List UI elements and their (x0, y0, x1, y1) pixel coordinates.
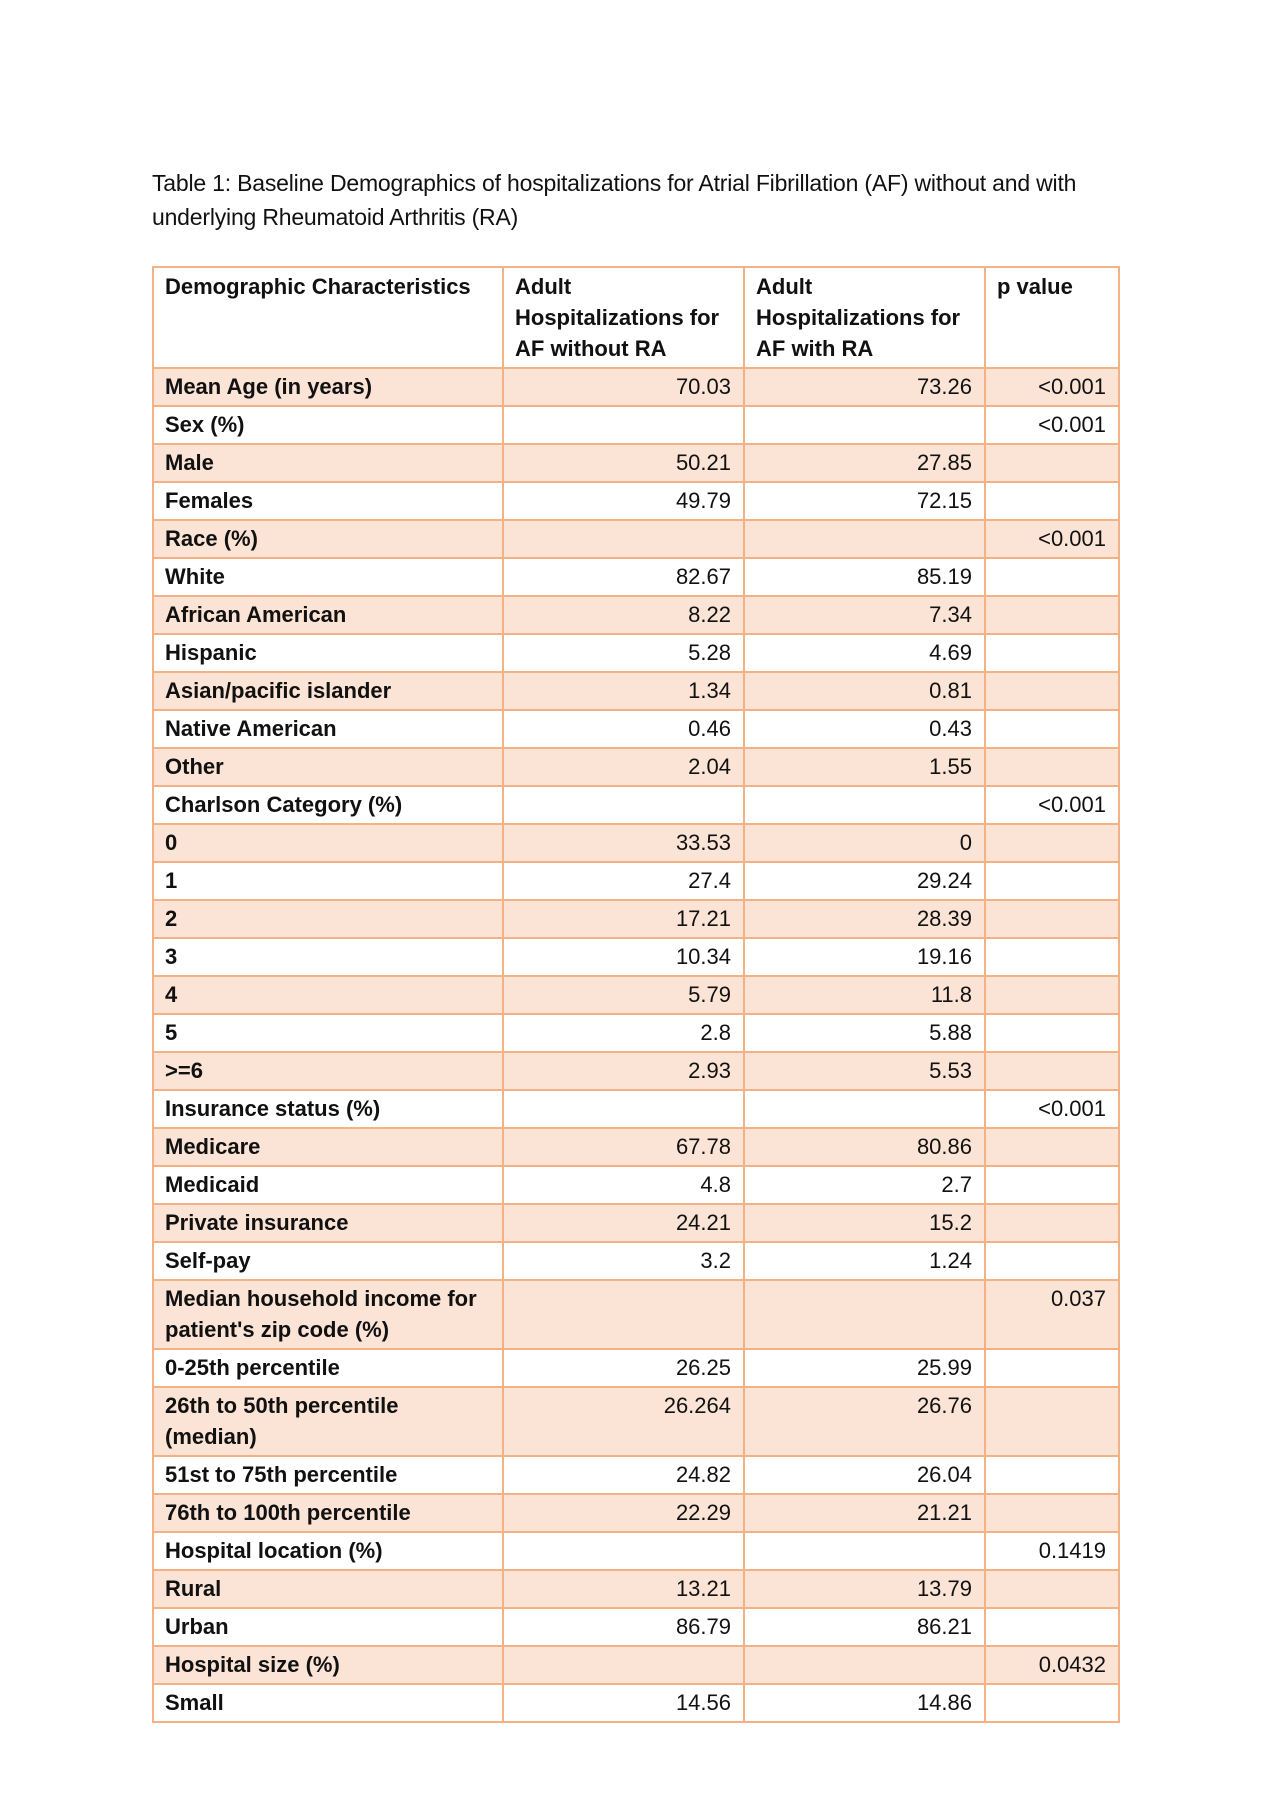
table-row (153, 368, 1119, 406)
value-with-ra (744, 520, 985, 558)
row-label: Medicaid (153, 1166, 503, 1204)
header-without-ra: Adult Hospitalizations for AF without RA (503, 267, 744, 368)
row-label: 0 (153, 824, 503, 862)
table-row (153, 672, 1119, 710)
value-without-ra (503, 406, 744, 444)
p-value (985, 1456, 1119, 1494)
value-without-ra: 0.46 (503, 710, 744, 748)
value-with-ra: 29.24 (744, 862, 985, 900)
value-without-ra: 24.82 (503, 1456, 744, 1494)
table-row (153, 596, 1119, 634)
value-without-ra (503, 1646, 744, 1684)
row-label: Race (%) (153, 520, 503, 558)
header-with-ra: Adult Hospitalizations for AF with RA (744, 267, 985, 368)
value-without-ra (503, 1532, 744, 1570)
row-label: 26th to 50th percentile (median) (153, 1387, 503, 1456)
table-row (153, 748, 1119, 786)
row-label: Charlson Category (%) (153, 786, 503, 824)
table-row (153, 862, 1119, 900)
table-row (153, 1090, 1119, 1128)
row-label: 1 (153, 862, 503, 900)
value-with-ra: 73.26 (744, 368, 985, 406)
value-without-ra: 26.264 (503, 1387, 744, 1456)
p-value: 0.037 (985, 1280, 1119, 1349)
value-without-ra: 1.34 (503, 672, 744, 710)
p-value (985, 1387, 1119, 1456)
row-label: Urban (153, 1608, 503, 1646)
row-label: Hospital location (%) (153, 1532, 503, 1570)
header-characteristics: Demographic Characteristics (153, 267, 503, 368)
demographics-table (152, 266, 1120, 1723)
row-label: White (153, 558, 503, 596)
row-label: 0-25th percentile (153, 1349, 503, 1387)
row-label: 5 (153, 1014, 503, 1052)
row-label: Sex (%) (153, 406, 503, 444)
table-row (153, 1387, 1119, 1456)
row-label: Self-pay (153, 1242, 503, 1280)
table-row (153, 824, 1119, 862)
p-value: 0.1419 (985, 1532, 1119, 1570)
row-label: Male (153, 444, 503, 482)
table-caption: Table 1: Baseline Demographics of hospitalizations for Atrial Fibrillation (AF) without and with underlying Rheumatoid Arthritis (RA) (152, 170, 1077, 230)
value-without-ra: 27.4 (503, 862, 744, 900)
value-with-ra: 5.53 (744, 1052, 985, 1090)
p-value (985, 862, 1119, 900)
row-label: >=6 (153, 1052, 503, 1090)
value-with-ra: 26.04 (744, 1456, 985, 1494)
table-row (153, 1014, 1119, 1052)
table-row (153, 406, 1119, 444)
value-without-ra: 70.03 (503, 368, 744, 406)
value-without-ra (503, 520, 744, 558)
value-without-ra: 82.67 (503, 558, 744, 596)
header-p-value: p value (985, 267, 1119, 368)
value-with-ra (744, 786, 985, 824)
value-with-ra: 11.8 (744, 976, 985, 1014)
value-with-ra: 0.43 (744, 710, 985, 748)
p-value (985, 558, 1119, 596)
value-with-ra: 4.69 (744, 634, 985, 672)
value-without-ra (503, 786, 744, 824)
table-row (153, 1349, 1119, 1387)
value-without-ra: 8.22 (503, 596, 744, 634)
value-without-ra: 26.25 (503, 1349, 744, 1387)
p-value (985, 1204, 1119, 1242)
p-value (985, 596, 1119, 634)
p-value (985, 482, 1119, 520)
value-with-ra: 7.34 (744, 596, 985, 634)
value-with-ra: 1.24 (744, 1242, 985, 1280)
row-label: Private insurance (153, 1204, 503, 1242)
value-without-ra: 50.21 (503, 444, 744, 482)
value-without-ra: 24.21 (503, 1204, 744, 1242)
p-value (985, 1128, 1119, 1166)
table-row (153, 786, 1119, 824)
value-without-ra: 14.56 (503, 1684, 744, 1722)
value-without-ra: 17.21 (503, 900, 744, 938)
p-value (985, 1242, 1119, 1280)
table-row (153, 1570, 1119, 1608)
value-with-ra: 0.81 (744, 672, 985, 710)
table-row (153, 1166, 1119, 1204)
value-with-ra: 14.86 (744, 1684, 985, 1722)
value-with-ra: 13.79 (744, 1570, 985, 1608)
value-without-ra: 67.78 (503, 1128, 744, 1166)
row-label: Native American (153, 710, 503, 748)
table-row (153, 1052, 1119, 1090)
value-without-ra (503, 1090, 744, 1128)
value-without-ra: 22.29 (503, 1494, 744, 1532)
value-without-ra: 2.04 (503, 748, 744, 786)
p-value (985, 1349, 1119, 1387)
row-label: 51st to 75th percentile (153, 1456, 503, 1494)
row-label: Small (153, 1684, 503, 1722)
p-value: <0.001 (985, 786, 1119, 824)
row-label: Rural (153, 1570, 503, 1608)
row-label: 2 (153, 900, 503, 938)
value-without-ra: 4.8 (503, 1166, 744, 1204)
p-value (985, 1684, 1119, 1722)
value-with-ra (744, 1646, 985, 1684)
table-header-row (153, 267, 1119, 368)
row-label: Median household income for patient's zip code (%) (153, 1280, 503, 1349)
p-value (985, 938, 1119, 976)
table-row (153, 976, 1119, 1014)
value-without-ra: 10.34 (503, 938, 744, 976)
value-with-ra: 86.21 (744, 1608, 985, 1646)
table-row (153, 1204, 1119, 1242)
row-label: Medicare (153, 1128, 503, 1166)
value-without-ra: 5.28 (503, 634, 744, 672)
table-row (153, 482, 1119, 520)
row-label: Hispanic (153, 634, 503, 672)
value-with-ra: 0 (744, 824, 985, 862)
value-with-ra: 19.16 (744, 938, 985, 976)
p-value (985, 444, 1119, 482)
table-row (153, 1684, 1119, 1722)
p-value (985, 1608, 1119, 1646)
p-value (985, 1014, 1119, 1052)
p-value: <0.001 (985, 1090, 1119, 1128)
p-value (985, 1570, 1119, 1608)
table-row (153, 710, 1119, 748)
p-value (985, 824, 1119, 862)
p-value: <0.001 (985, 368, 1119, 406)
table-row (153, 1280, 1119, 1349)
value-without-ra: 2.8 (503, 1014, 744, 1052)
value-with-ra: 21.21 (744, 1494, 985, 1532)
value-with-ra: 25.99 (744, 1349, 985, 1387)
p-value (985, 1052, 1119, 1090)
p-value (985, 634, 1119, 672)
value-with-ra: 1.55 (744, 748, 985, 786)
value-with-ra: 28.39 (744, 900, 985, 938)
value-with-ra (744, 1280, 985, 1349)
p-value (985, 1494, 1119, 1532)
p-value (985, 748, 1119, 786)
row-label: 4 (153, 976, 503, 1014)
value-without-ra: 3.2 (503, 1242, 744, 1280)
value-without-ra: 13.21 (503, 1570, 744, 1608)
p-value: 0.0432 (985, 1646, 1119, 1684)
table-row (153, 1494, 1119, 1532)
row-label: Insurance status (%) (153, 1090, 503, 1128)
row-label: Asian/pacific islander (153, 672, 503, 710)
value-without-ra: 5.79 (503, 976, 744, 1014)
value-with-ra: 26.76 (744, 1387, 985, 1456)
table-row (153, 1242, 1119, 1280)
p-value (985, 672, 1119, 710)
value-with-ra (744, 1532, 985, 1570)
value-with-ra (744, 1090, 985, 1128)
value-with-ra: 85.19 (744, 558, 985, 596)
table-body (153, 368, 1119, 1722)
p-value (985, 900, 1119, 938)
p-value (985, 1166, 1119, 1204)
row-label: African American (153, 596, 503, 634)
value-with-ra: 5.88 (744, 1014, 985, 1052)
value-without-ra (503, 1280, 744, 1349)
row-label: Mean Age (in years) (153, 368, 503, 406)
p-value (985, 976, 1119, 1014)
value-without-ra: 86.79 (503, 1608, 744, 1646)
table-row (153, 938, 1119, 976)
row-label: 3 (153, 938, 503, 976)
p-value: <0.001 (985, 406, 1119, 444)
value-with-ra: 2.7 (744, 1166, 985, 1204)
table-row (153, 1532, 1119, 1570)
table-row (153, 634, 1119, 672)
row-label: Hospital size (%) (153, 1646, 503, 1684)
value-without-ra: 33.53 (503, 824, 744, 862)
table-row (153, 900, 1119, 938)
row-label: 76th to 100th percentile (153, 1494, 503, 1532)
table-row (153, 1608, 1119, 1646)
table-row (153, 444, 1119, 482)
value-with-ra (744, 406, 985, 444)
table-row (153, 1456, 1119, 1494)
table-row (153, 1646, 1119, 1684)
row-label: Females (153, 482, 503, 520)
p-value: <0.001 (985, 520, 1119, 558)
table-row (153, 558, 1119, 596)
value-without-ra: 2.93 (503, 1052, 744, 1090)
value-without-ra: 49.79 (503, 482, 744, 520)
value-with-ra: 15.2 (744, 1204, 985, 1242)
value-with-ra: 72.15 (744, 482, 985, 520)
row-label: Other (153, 748, 503, 786)
p-value (985, 710, 1119, 748)
table-row (153, 520, 1119, 558)
table-row (153, 1128, 1119, 1166)
value-with-ra: 80.86 (744, 1128, 985, 1166)
value-with-ra: 27.85 (744, 444, 985, 482)
